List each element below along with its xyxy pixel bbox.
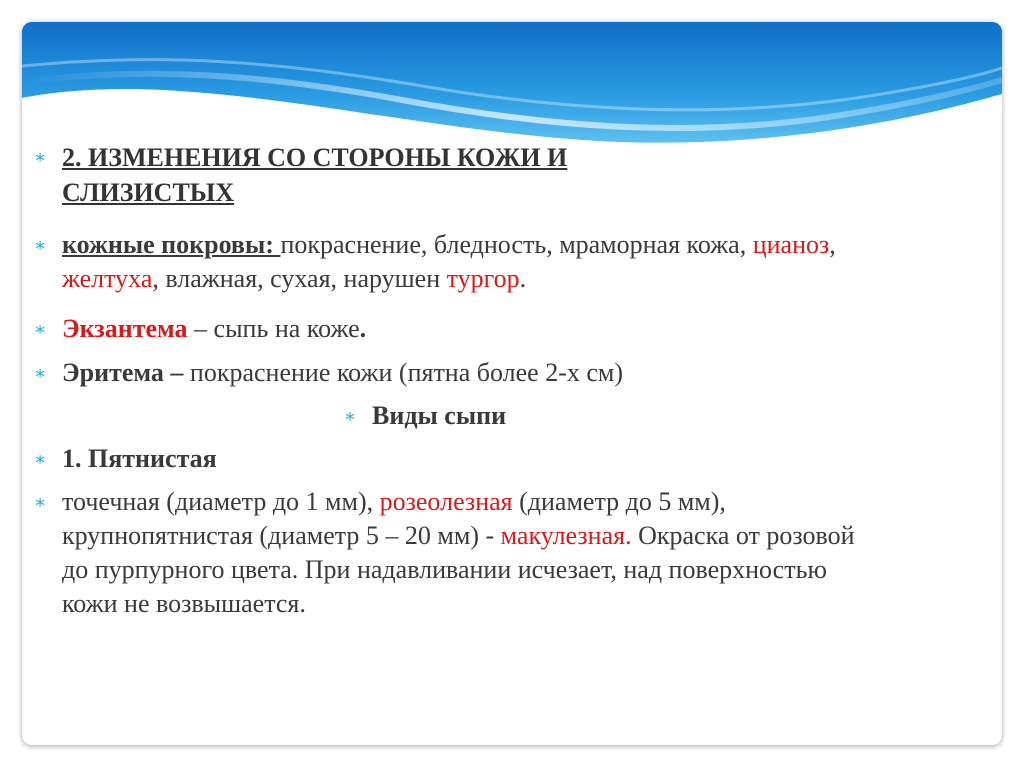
comma-separator: ,: [829, 230, 836, 259]
skin-text: [62, 228, 894, 296]
bullet-icon: ∗: [34, 319, 47, 339]
erythema-definition: покраснение кожи (пятна более 2-х см): [183, 358, 624, 387]
description-part1: точечная (диаметр до 1 мм),: [62, 487, 380, 516]
cyanosis-term: цианоз: [752, 230, 830, 259]
erythema-term: Эритема –: [62, 358, 184, 387]
exanthema-term: Экзантема: [62, 314, 188, 343]
description-part2: (диаметр до 5 мм), крупнопятнистая (диаметр 5 – 20 мм) -: [62, 487, 726, 550]
bullet-icon: ∗: [34, 147, 47, 167]
slide: [22, 22, 1002, 745]
bullet-item-spotted: [34, 442, 894, 476]
skin-text-part1: покраснение, бледность, мраморная кожа,: [280, 230, 753, 259]
jaundice-term: желтуха: [62, 264, 153, 293]
bullet-icon: ∗: [34, 363, 47, 383]
section-title: 2. ИЗМЕНЕНИЯ СО СТОРОНЫ КОЖИ И СЛИЗИСТЫХ: [62, 143, 568, 207]
exanthema-text: [62, 312, 894, 346]
skin-label: кожные покровы:: [62, 230, 281, 259]
erythema-text: [62, 356, 894, 390]
exanthema-dot: .: [359, 314, 367, 343]
macular-term: макулезная.: [500, 521, 632, 550]
spotted-heading: 1. Пятнистая: [62, 444, 217, 473]
rash-types-heading: Виды сыпи: [372, 401, 507, 430]
bullet-icon: ∗: [34, 235, 47, 255]
bullet-item-title: [34, 140, 734, 210]
slide-content: [22, 22, 1002, 745]
bullet-icon: ∗: [34, 449, 47, 469]
description-part3: Окраска от розовой до пурпурного цвета. При надавливании исчезает, над поверхностью кожи не возвышается.: [62, 521, 855, 618]
exanthema-definition: – сыпь на коже: [187, 314, 360, 343]
roseola-term: розеолезная: [379, 487, 513, 516]
subheading-rash-types: [344, 399, 644, 433]
skin-text-part2: , влажная, сухая, нарушен: [152, 264, 447, 293]
bullet-item-description: [34, 485, 864, 621]
bullet-item-erythema: [34, 356, 894, 390]
bullet-icon: ∗: [344, 406, 357, 426]
turgor-term: тургор: [446, 264, 520, 293]
bullet-item-exanthema: [34, 312, 894, 346]
skin-text-end: .: [519, 264, 527, 293]
description-text: [62, 485, 864, 621]
bullet-item-skin: [34, 228, 894, 296]
bullet-icon: ∗: [34, 492, 47, 512]
